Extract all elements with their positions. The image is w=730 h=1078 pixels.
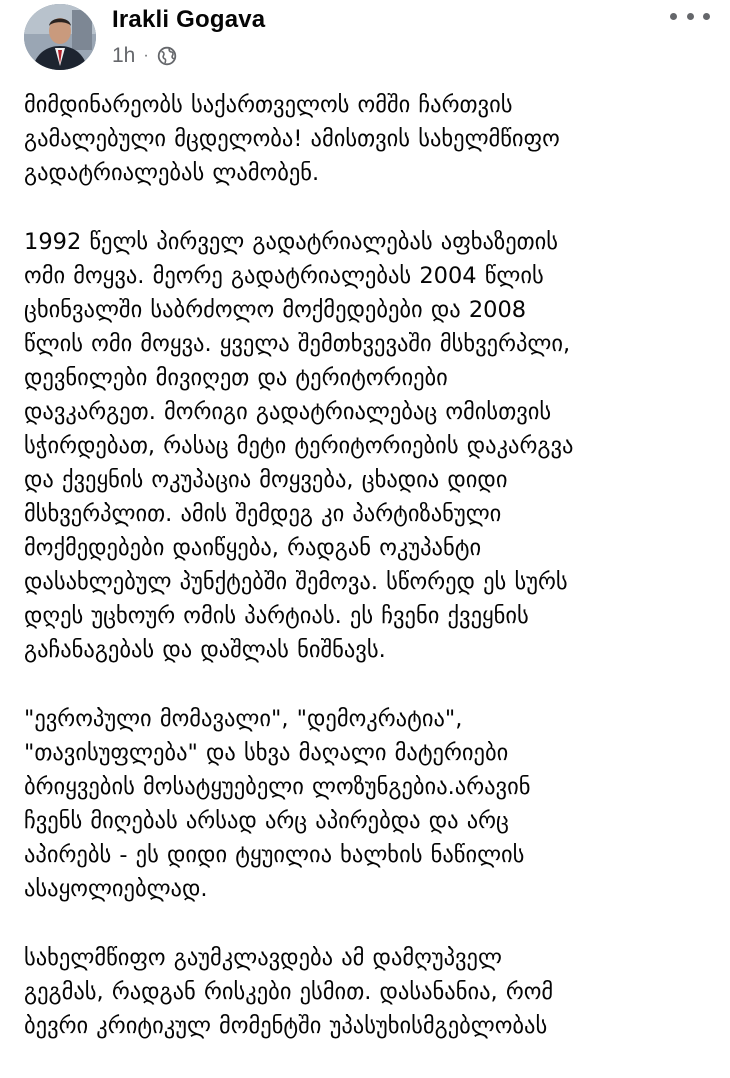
post-time[interactable]: 1h — [112, 44, 136, 67]
post-paragraph: "ევროპული მომავალი", "დემოკრატია", "თავისუფლება" და სხვა მაღალი მატერიები ბრიყვების მოსატყუებელი ლოზუნგებია.არავინ ჩვენს მიღებას არსად არც აპირებდა და არც აპირებს - ეს დიდი ტყუილია ხალხის ნაწილის ასაყოლიებლად. — [24, 706, 531, 902]
profile-photo-icon — [24, 4, 96, 70]
post-header — [0, 0, 730, 80]
more-horizontal-icon — [703, 13, 710, 20]
author-name[interactable]: Irakli Gogava — [112, 6, 266, 33]
author-avatar[interactable] — [24, 4, 96, 70]
more-horizontal-icon — [670, 13, 677, 20]
post-paragraph: მიმდინარეობს საქართველოს ომში ჩართვის გამალებული მცდელობა! ამისთვის სახელმწიფო გადატრიალებას ლამობენ. — [24, 92, 560, 186]
meta-separator: · — [143, 47, 149, 64]
post-body — [24, 88, 714, 1078]
more-horizontal-icon — [687, 13, 694, 20]
post-paragraph: სახელმწიფო გაუმკლავდება ამ დამღუპველ გეგმას, რადგან რისკები ესმით. დასანანია, რომ ბევრი კრიტიკულ მომენტში უპასუხისმგებლობას — [24, 945, 554, 1039]
post-meta — [112, 42, 177, 70]
post-paragraph: 1992 წელს პირველ გადატრიალებას აფხაზეთის ომი მოყვა. მეორე გადატრიალებას 2004 წლის ცხინვალში საბრძოლო მოქმედებები და 2008 წლის ომი მოყვა. ყველა შემთხვევაში მსხვერპლი, დევნილები მივიღეთ და ტერიტორიები დავკარგეთ. მორიგი გადატრიალებაც ომისთვის სჭირდებათ, რასაც მეტი ტერიტორიების დაკარგვა და ქვეყნის ოკუპაცია მოყვება, ცხადია დიდი მსხვერპლით. ამის შემდეგ კი პარტიზანული მოქმედებები დაიწყება, რადგან ოკუპანტი დასახლებულ პუნქტებში შემოვა. სწორედ ეს სურს დღეს უცხოურ ომის პარტიას. ეს ჩვენი ქვეყნის გაჩანაგებას და დაშლას ნიშნავს. — [24, 229, 574, 663]
more-options-button[interactable] — [670, 6, 710, 26]
globe-icon[interactable] — [157, 46, 177, 66]
